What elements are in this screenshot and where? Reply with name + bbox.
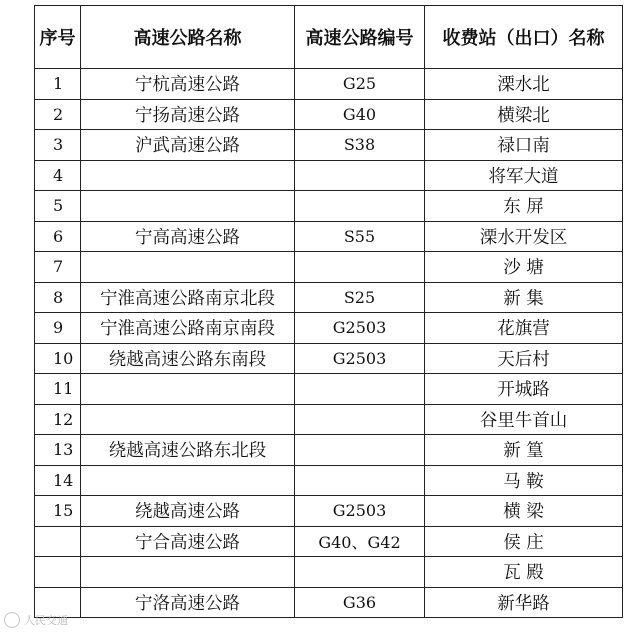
cell-index: 14 bbox=[35, 465, 81, 496]
cell-highway-name: 宁高高速公路 bbox=[81, 221, 295, 252]
cell-highway-code bbox=[295, 191, 425, 222]
table-row bbox=[35, 99, 623, 130]
cell-index: 5 bbox=[35, 191, 81, 222]
cell-highway-code: S25 bbox=[295, 282, 425, 313]
cell-highway-code bbox=[295, 557, 425, 588]
table-row bbox=[35, 221, 623, 252]
cell-index: 15 bbox=[35, 496, 81, 527]
table-row bbox=[35, 160, 623, 191]
cell-toll-station-name: 天后村 bbox=[425, 343, 623, 374]
table-row bbox=[35, 343, 623, 374]
cell-highway-name bbox=[81, 191, 295, 222]
header-highway-code: 高速公路编号 bbox=[295, 6, 425, 69]
table-row bbox=[35, 69, 623, 100]
cell-toll-station-name: 侯 庄 bbox=[425, 526, 623, 557]
cell-toll-station-name: 新华路 bbox=[425, 587, 623, 618]
cell-highway-name bbox=[81, 252, 295, 283]
cell-index: 7 bbox=[35, 252, 81, 283]
table-row bbox=[35, 435, 623, 466]
table-row bbox=[35, 465, 623, 496]
table-row bbox=[35, 282, 623, 313]
cell-toll-station-name: 新 篁 bbox=[425, 435, 623, 466]
header-highway-name: 高速公路名称 bbox=[81, 6, 295, 69]
table-row bbox=[35, 374, 623, 405]
table-row bbox=[35, 526, 623, 557]
cell-highway-name: 宁淮高速公路南京北段 bbox=[81, 282, 295, 313]
cell-toll-station-name: 东 屏 bbox=[425, 191, 623, 222]
source-logo-icon bbox=[4, 612, 20, 628]
cell-index bbox=[35, 557, 81, 588]
cell-toll-station-name: 新 集 bbox=[425, 282, 623, 313]
table-row bbox=[35, 404, 623, 435]
cell-highway-name: 沪武高速公路 bbox=[81, 130, 295, 161]
cell-toll-station-name: 瓦 殿 bbox=[425, 557, 623, 588]
watermark bbox=[4, 612, 68, 628]
cell-toll-station-name: 马 鞍 bbox=[425, 465, 623, 496]
toll-station-table bbox=[34, 5, 623, 618]
cell-highway-name: 宁淮高速公路南京南段 bbox=[81, 313, 295, 344]
cell-highway-name bbox=[81, 374, 295, 405]
cell-highway-name: 绕越高速公路 bbox=[81, 496, 295, 527]
watermark-text: 人民交通 bbox=[24, 614, 68, 627]
cell-index: 2 bbox=[35, 99, 81, 130]
cell-highway-code: G40 bbox=[295, 99, 425, 130]
cell-highway-code bbox=[295, 435, 425, 466]
table-row bbox=[35, 496, 623, 527]
toll-station-table-container bbox=[34, 5, 622, 625]
table-row bbox=[35, 191, 623, 222]
cell-toll-station-name: 禄口南 bbox=[425, 130, 623, 161]
cell-highway-code bbox=[295, 374, 425, 405]
table-row bbox=[35, 557, 623, 588]
cell-toll-station-name: 溧水开发区 bbox=[425, 221, 623, 252]
cell-index: 1 bbox=[35, 69, 81, 100]
cell-toll-station-name: 将军大道 bbox=[425, 160, 623, 191]
cell-highway-name: 宁合高速公路 bbox=[81, 526, 295, 557]
cell-highway-name bbox=[81, 465, 295, 496]
cell-highway-code: S55 bbox=[295, 221, 425, 252]
cell-index: 6 bbox=[35, 221, 81, 252]
cell-highway-name: 宁洛高速公路 bbox=[81, 587, 295, 618]
cell-highway-name bbox=[81, 160, 295, 191]
cell-toll-station-name: 花旗营 bbox=[425, 313, 623, 344]
cell-toll-station-name: 沙 塘 bbox=[425, 252, 623, 283]
table-row bbox=[35, 252, 623, 283]
cell-highway-code: G25 bbox=[295, 69, 425, 100]
cell-index: 9 bbox=[35, 313, 81, 344]
cell-index: 13 bbox=[35, 435, 81, 466]
cell-highway-code bbox=[295, 404, 425, 435]
table-body bbox=[35, 69, 623, 618]
cell-highway-name: 绕越高速公路东北段 bbox=[81, 435, 295, 466]
cell-index bbox=[35, 526, 81, 557]
header-toll-station-name: 收费站（出口）名称 bbox=[425, 6, 623, 69]
cell-index: 4 bbox=[35, 160, 81, 191]
cell-highway-name bbox=[81, 557, 295, 588]
cell-highway-code: G2503 bbox=[295, 313, 425, 344]
cell-highway-code bbox=[295, 465, 425, 496]
cell-highway-name: 宁扬高速公路 bbox=[81, 99, 295, 130]
cell-index: 10 bbox=[35, 343, 81, 374]
cell-highway-code: S38 bbox=[295, 130, 425, 161]
table-header-row bbox=[35, 6, 623, 69]
table-row bbox=[35, 313, 623, 344]
cell-highway-code bbox=[295, 160, 425, 191]
cell-highway-code: G40、G42 bbox=[295, 526, 425, 557]
cell-index: 8 bbox=[35, 282, 81, 313]
cell-toll-station-name: 横梁北 bbox=[425, 99, 623, 130]
cell-highway-name: 宁杭高速公路 bbox=[81, 69, 295, 100]
cell-toll-station-name: 谷里牛首山 bbox=[425, 404, 623, 435]
cell-index: 11 bbox=[35, 374, 81, 405]
cell-highway-name: 绕越高速公路东南段 bbox=[81, 343, 295, 374]
cell-index: 3 bbox=[35, 130, 81, 161]
cell-toll-station-name: 溧水北 bbox=[425, 69, 623, 100]
cell-highway-code: G36 bbox=[295, 587, 425, 618]
cell-highway-code: G2503 bbox=[295, 343, 425, 374]
cell-highway-code: G2503 bbox=[295, 496, 425, 527]
cell-toll-station-name: 横 梁 bbox=[425, 496, 623, 527]
cell-highway-code bbox=[295, 252, 425, 283]
table-row bbox=[35, 130, 623, 161]
cell-toll-station-name: 开城路 bbox=[425, 374, 623, 405]
table-row bbox=[35, 587, 623, 618]
cell-index: 12 bbox=[35, 404, 81, 435]
cell-highway-name bbox=[81, 404, 295, 435]
header-index: 序号 bbox=[35, 6, 81, 69]
